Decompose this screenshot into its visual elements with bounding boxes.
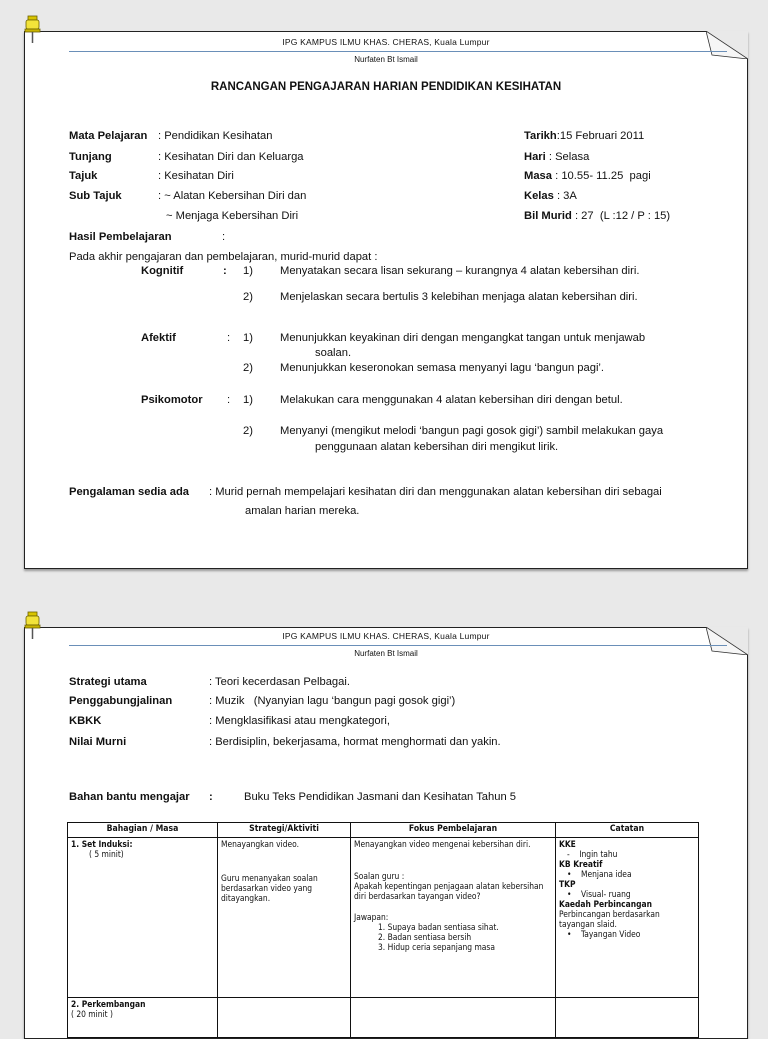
table-header-strategi: Strategi/Aktiviti (218, 823, 351, 838)
strategi-text-1: Menayangkan video. (221, 839, 299, 849)
hasil-intro: Pada akhir pengajaran dan pembelajaran, murid-murid dapat : (69, 251, 378, 263)
pengalaman-value-cont: amalan harian mereka. (245, 505, 360, 517)
catatan-kaedah-text: Perbincangan berdasarkan tayangan slaid. (559, 909, 660, 929)
afektif-label: Afektif (141, 332, 176, 344)
psikomotor-num-2: 2) (243, 425, 253, 437)
kognitif-colon: : (223, 265, 227, 277)
table-cell-fokus (351, 838, 556, 998)
hasil-colon: : (222, 231, 226, 243)
catatan-tkp: TKP (559, 879, 576, 889)
header-institution: IPG KAMPUS ILMU KHAS. CHERAS, Kuala Lumpur (282, 37, 490, 47)
pengalaman-value: : Murid pernah mempelajari kesihatan diri dan menggunakan alatan kebersihan diri sebagai (209, 486, 662, 498)
field-value-masa: : 10.55- 11.25 pagi (552, 170, 651, 182)
afektif-text-1-cont: soalan. (315, 347, 352, 359)
psikomotor-text-2: Menyanyi (mengikut melodi ‘bangun pagi gosok gigi’) sambil melakukan gaya (280, 425, 664, 437)
field-label-tunjang: Tunjang (69, 151, 112, 163)
field-label-nilai-murni: Nilai Murni (69, 736, 127, 748)
header-divider (69, 51, 727, 52)
bahan-label: Bahan bantu mengajar (69, 791, 190, 803)
field-label-masa: Masa (524, 170, 552, 182)
kognitif-text-2: Menjelaskan secara bertulis 3 kelebihan menjaga alatan kebersihan diri. (280, 291, 638, 303)
bahan-colon: : (209, 791, 213, 803)
field-label-kbkk: KBKK (69, 715, 102, 727)
catatan-tkp-item: • Visual- ruang (567, 889, 631, 899)
bahan-value: Buku Teks Pendidikan Jasmani dan Kesihatan Tahun 5 (244, 791, 516, 803)
field-value-kbkk: : Mengklasifikasi atau mengkategori, (209, 715, 390, 727)
kognitif-text-1: Menyatakan secara lisan sekurang – kurangnya 4 alatan kebersihan diri. (280, 265, 640, 277)
list-item: 2. Badan sentiasa bersih (378, 932, 472, 942)
table-cell-catatan (556, 998, 699, 1038)
lesson-table (67, 822, 699, 1038)
psikomotor-num-1: 1) (243, 394, 253, 406)
afektif-num-1: 1) (243, 332, 253, 344)
list-item: 1. Supaya badan sentiasa sihat. (378, 922, 499, 932)
field-value-tajuk: : Kesihatan Diri (158, 170, 234, 182)
table-cell-strategi (218, 838, 351, 998)
field-tarikh (524, 130, 644, 142)
field-bil-murid (524, 210, 670, 222)
perkembangan-time: ( 20 minit ) (71, 1009, 113, 1019)
header-institution: IPG KAMPUS ILMU KHAS. CHERAS, Kuala Lumpur (282, 631, 490, 641)
header-divider (69, 645, 727, 646)
field-label-mata-pelajaran: Mata Pelajaran (69, 130, 148, 142)
fokus-text-2: Soalan guru : (354, 871, 405, 881)
field-label-sub-tajuk: Sub Tajuk (69, 190, 122, 202)
kognitif-label: Kognitif (141, 265, 184, 277)
table-cell-strategi (218, 998, 351, 1038)
table-header-catatan: Catatan (556, 823, 699, 838)
psikomotor-text-2-cont: penggunaan alatan kebersihan diri mengikut lirik. (315, 441, 559, 453)
catatan-kke-item: - Ingin tahu (567, 849, 618, 859)
field-label-tarikh: Tarikh (524, 130, 557, 142)
field-label-hari: Hari (524, 151, 546, 163)
afektif-text-1: Menunjukkan keyakinan diri dengan mengangkat tangan untuk menjawab (280, 332, 646, 344)
psikomotor-label: Psikomotor (141, 394, 203, 406)
field-label-kelas: Kelas (524, 190, 554, 202)
kognitif-num-2: 2) (243, 291, 253, 303)
field-value-sub-tajuk-line2: ~ Menjaga Kebersihan Diri (166, 210, 299, 222)
psikomotor-colon: : (227, 394, 231, 406)
fokus-text-1: Menayangkan video mengenai kebersihan diri. (354, 839, 531, 849)
header-author: Nurfaten Bt Ismail (354, 55, 418, 64)
pengalaman-label: Pengalaman sedia ada (69, 486, 190, 498)
field-value-bil-murid: : 27 (L :12 / P : 15) (571, 210, 671, 222)
table-cell-bahagian (68, 998, 218, 1038)
table-cell-fokus (351, 998, 556, 1038)
catatan-kke: KKE (559, 839, 576, 849)
field-masa (524, 170, 651, 182)
afektif-num-2: 2) (243, 362, 253, 374)
kognitif-num-1: 1) (243, 265, 253, 277)
table-row (68, 998, 699, 1038)
afektif-text-2: Menunjukkan keseronokan semasa menyanyi lagu ‘bangun pagi’. (280, 362, 605, 374)
field-value-nilai-murni: : Berdisiplin, bekerjasama, hormat menghormati dan yakin. (209, 736, 501, 748)
perkembangan-title: 2. Perkembangan (71, 999, 146, 1009)
catatan-kaedah: Kaedah Perbincangan (559, 899, 652, 909)
field-value-hari: : Selasa (545, 151, 590, 163)
fokus-text-4: Jawapan: (354, 912, 389, 922)
hasil-label: Hasil Pembelajaran (69, 231, 172, 243)
field-value-kelas: : 3A (553, 190, 577, 202)
list-item: 3. Hidup ceria sepanjang masa (378, 942, 495, 952)
field-value-tarikh: :15 Februari 2011 (556, 130, 645, 142)
strategi-text-2: Guru menanyakan soalan berdasarkan video yang ditayangkan. (221, 873, 318, 903)
jawapan-list (354, 922, 552, 952)
field-value-sub-tajuk: : ~ Alatan Kebersihan Diri dan (158, 190, 307, 202)
catatan-kb-item: • Menjana idea (567, 869, 632, 879)
document-page-2 (24, 627, 748, 1039)
set-induksi-title: 1. Set Induksi: (71, 839, 133, 849)
field-value-tunjang: : Kesihatan Diri dan Keluarga (158, 151, 304, 163)
table-header-bahagian: Bahagian / Masa (68, 823, 218, 838)
afektif-colon: : (227, 332, 231, 344)
field-label-penggabungjalinan: Penggabungjalinan (69, 695, 173, 707)
field-label-strategi-utama: Strategi utama (69, 676, 147, 688)
field-hari (524, 151, 589, 163)
page-title: RANCANGAN PENGAJARAN HARIAN PENDIDIKAN KESIHATAN (210, 81, 562, 93)
document-page-1 (24, 31, 748, 569)
table-row (68, 838, 699, 998)
field-value-mata-pelajaran: : Pendidikan Kesihatan (158, 130, 273, 142)
table-header-fokus: Fokus Pembelajaran (351, 823, 556, 838)
field-label-tajuk: Tajuk (69, 170, 98, 182)
psikomotor-text-1: Melakukan cara menggunakan 4 alatan kebersihan diri dengan betul. (280, 394, 623, 406)
field-value-strategi-utama: : Teori kecerdasan Pelbagai. (209, 676, 350, 688)
fokus-text-3: Apakah kepentingan penjagaan alatan kebersihan diri berdasarkan tayangan video? (354, 881, 544, 901)
header-author: Nurfaten Bt Ismail (354, 649, 418, 658)
set-induksi-time: ( 5 minit) (89, 849, 124, 859)
table-cell-bahagian (68, 838, 218, 998)
table-header-row (68, 823, 699, 838)
field-label-bil-murid: Bil Murid (524, 210, 572, 222)
field-value-penggabungjalinan: : Muzik (Nyanyian lagu ‘bangun pagi gosok gigi’) (209, 695, 456, 707)
field-kelas (524, 190, 577, 202)
catatan-kaedah-item: • Tayangan Video (567, 929, 641, 939)
catatan-kb-kreatif: KB Kreatif (559, 859, 603, 869)
table-cell-catatan (556, 838, 699, 998)
